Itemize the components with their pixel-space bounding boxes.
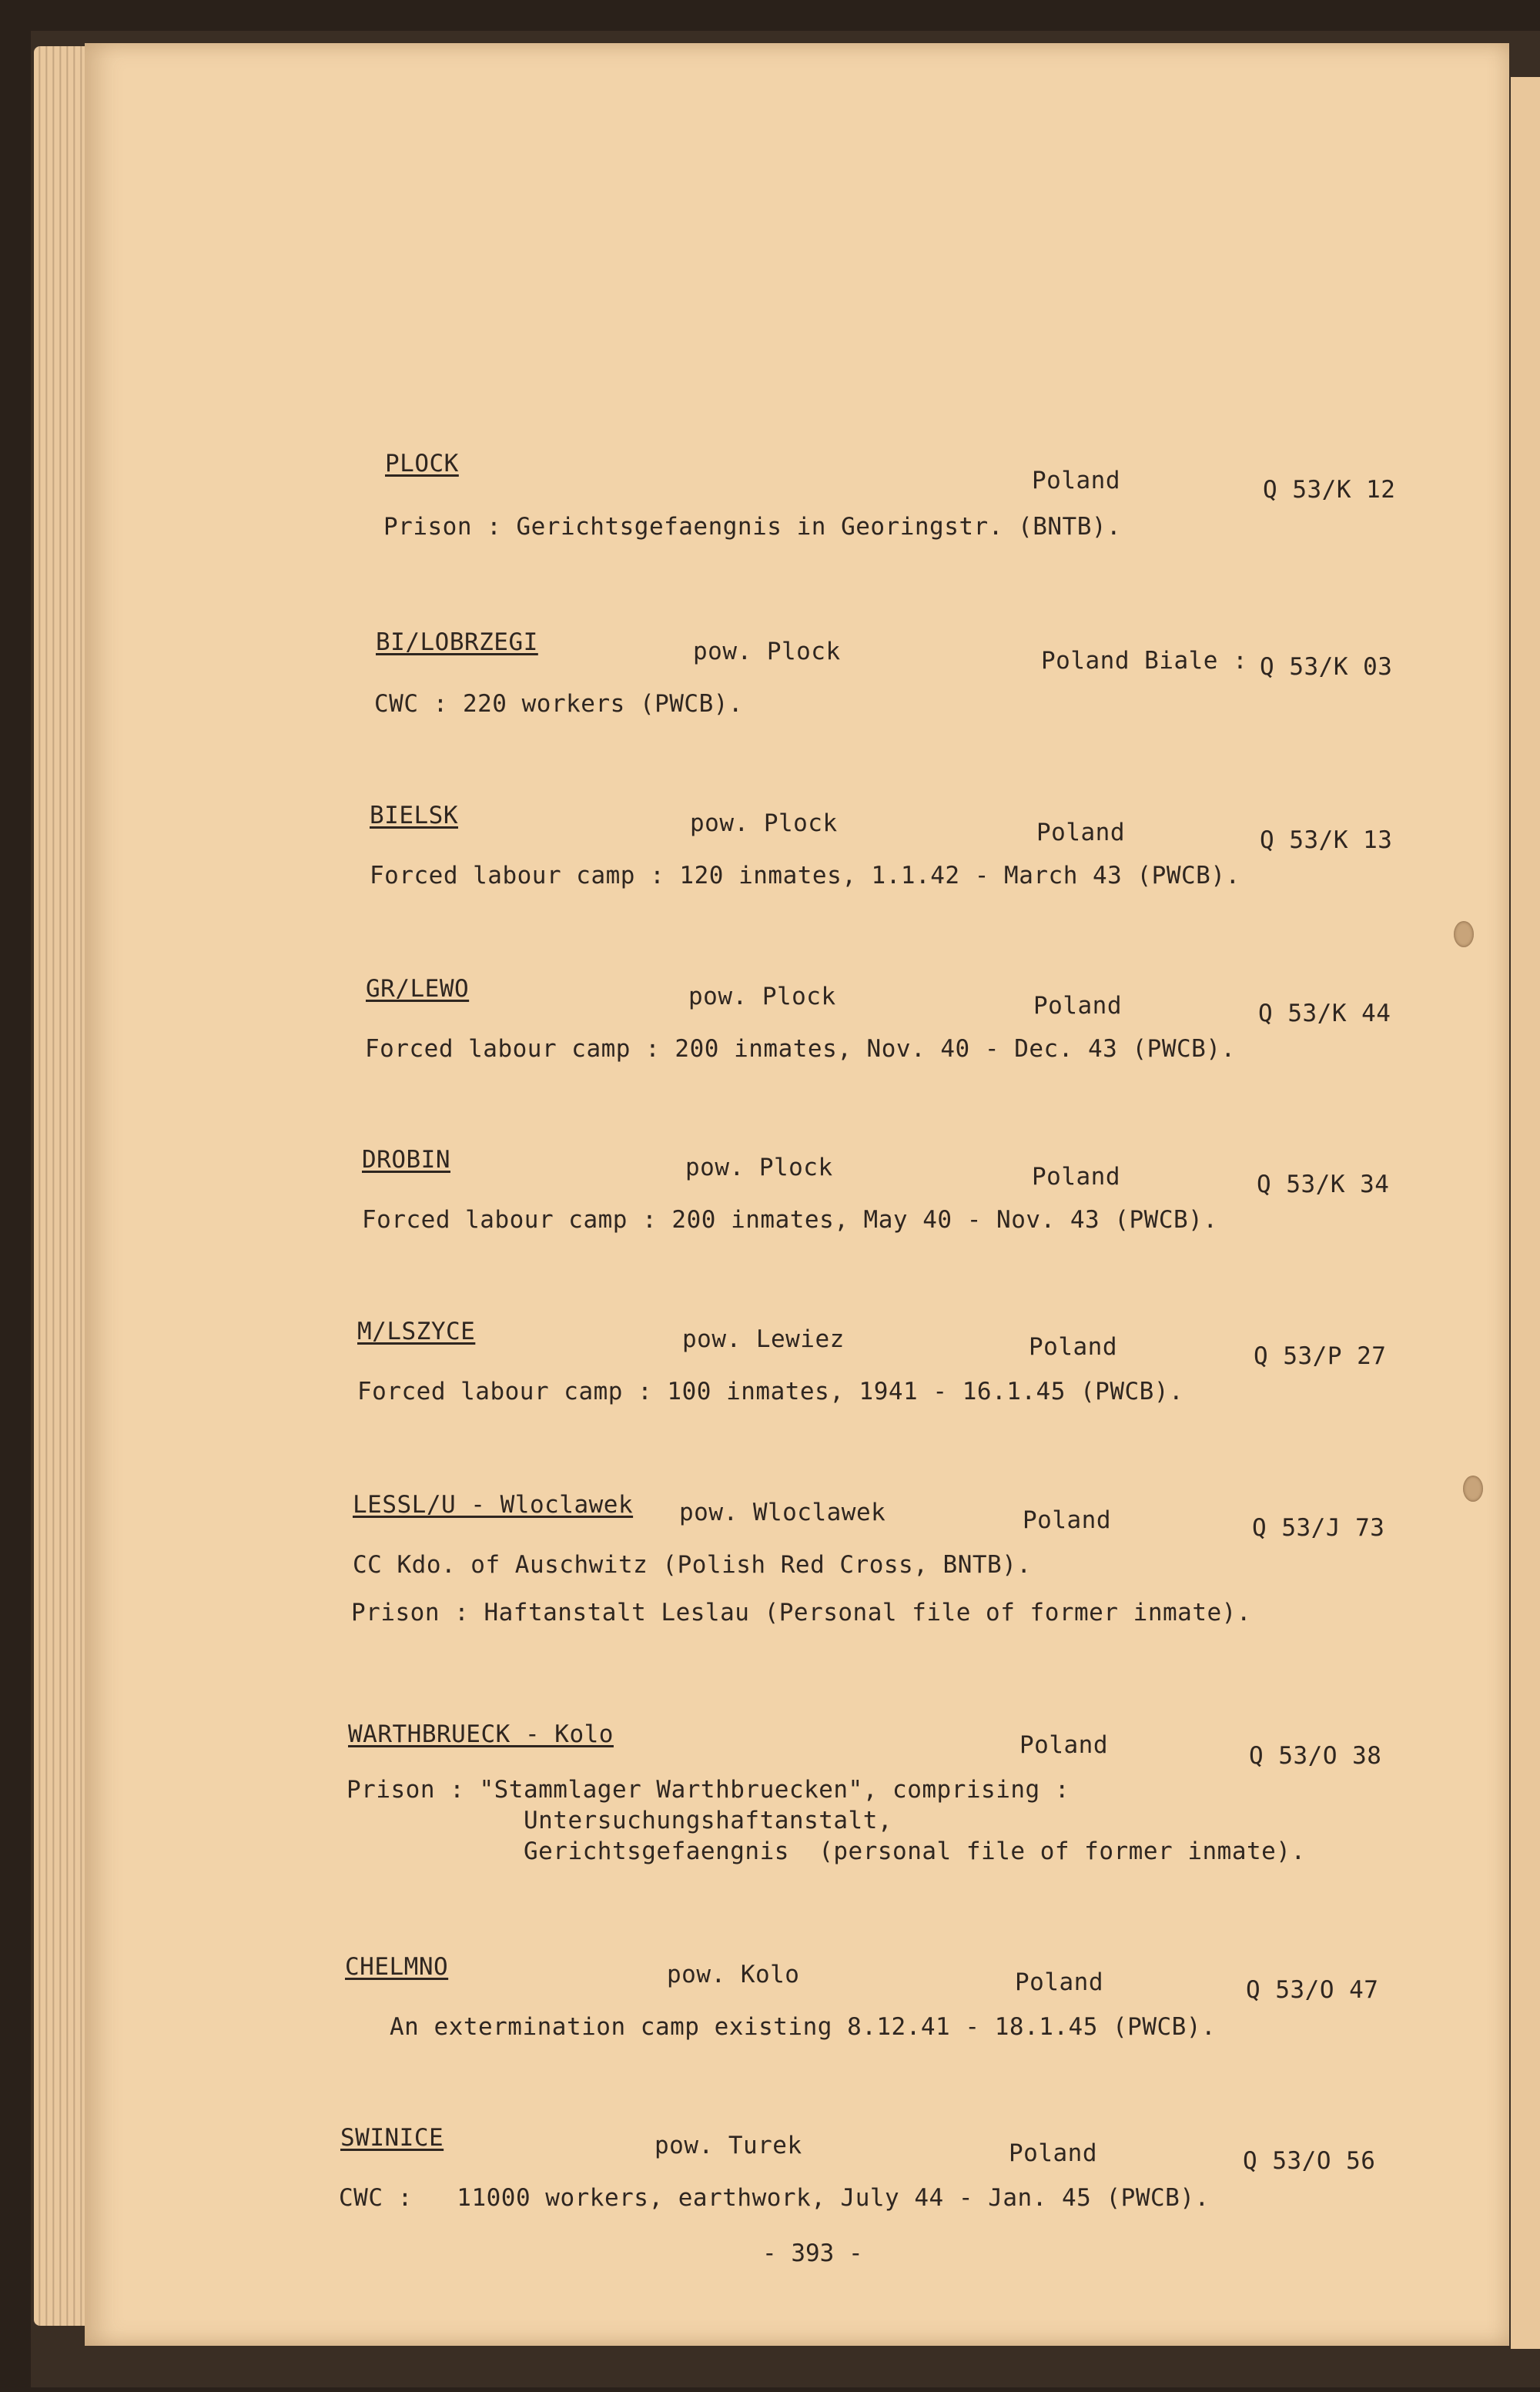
place-name: SWINICE: [340, 2124, 444, 2152]
entry-malszyce: [85, 1271, 1509, 1425]
country: Poland: [1029, 1333, 1117, 1361]
country: Poland: [1015, 1968, 1103, 1996]
reference: Q 53/P 27: [1254, 1342, 1387, 1370]
district: pow. Plock: [693, 638, 841, 665]
entry-swinice: [85, 2076, 1509, 2230]
reference: Q 53/O 38: [1249, 1742, 1382, 1770]
country: Poland: [1036, 819, 1125, 846]
page-number: - 393 -: [762, 2240, 863, 2267]
document-page: [85, 43, 1509, 2346]
reference: Q 53/K 13: [1260, 826, 1393, 854]
district: pow. Plock: [688, 983, 836, 1010]
entry-line: Untersuchungshaftanstalt,: [346, 1807, 893, 1834]
entry-line: Forced labour camp : 100 inmates, 1941 - 16.1.45 (PWCB).: [357, 1378, 1184, 1405]
entry-line: An extermination camp existing 8.12.41 - 18.1.45 (PWCB).: [390, 2013, 1217, 2041]
reference: Q 53/K 03: [1260, 653, 1393, 681]
entry-warthbrueck: [85, 1676, 1509, 1865]
entry-bielsk: [85, 755, 1509, 910]
place-name: M/LSZYCE: [357, 1318, 476, 1345]
entry-line: CC Kdo. of Auschwitz (Polish Red Cross, BNTB).: [353, 1551, 1032, 1579]
entry-line: Gerichtsgefaengnis (personal file of former inmate).: [346, 1838, 1306, 1865]
country: Poland: [1019, 1731, 1108, 1759]
district: pow. Kolo: [667, 1961, 800, 1988]
entry-line: Forced labour camp : 200 inmates, May 40 - Nov. 43 (PWCB).: [362, 1206, 1218, 1234]
entry-line: CWC : 11000 workers, earthwork, July 44 - Jan. 45 (PWCB).: [339, 2184, 1210, 2212]
reference: Q 53/K 44: [1258, 1000, 1391, 1027]
reference: Q 53/O 56: [1243, 2147, 1376, 2175]
entry-plock: [85, 405, 1509, 559]
country: Poland: [1032, 1163, 1120, 1191]
place-name: CHELMNO: [345, 1953, 449, 1981]
entry-line: Prison : Haftanstalt Leslau (Personal file of former inmate).: [351, 1599, 1251, 1626]
place-name: PLOCK: [385, 450, 459, 477]
entry-line: CWC : 220 workers (PWCB).: [374, 690, 744, 718]
district: pow. Plock: [685, 1154, 833, 1181]
entry-line: Prison : Gerichtsgefaengnis in Georingstr. (BNTB).: [383, 513, 1122, 541]
reference: Q 53/O 47: [1246, 1976, 1379, 2004]
entry-chelmno: [85, 1907, 1509, 2061]
entry-gralewo: [85, 929, 1509, 1083]
facing-page-edge: [1511, 77, 1540, 2349]
reference: Q 53/K 12: [1263, 476, 1396, 504]
district: pow. Lewiez: [682, 1325, 845, 1353]
country: Poland Biale :: [1041, 647, 1248, 675]
place-name: DROBIN: [362, 1146, 450, 1174]
entry-drobin: [85, 1100, 1509, 1254]
reference: Q 53/K 34: [1257, 1171, 1390, 1198]
entry-line: Prison : "Stammlager Warthbruecken", comprising :: [346, 1776, 1070, 1804]
country: Poland: [1009, 2139, 1097, 2167]
place-name: BIELSK: [370, 802, 458, 829]
reference: Q 53/J 73: [1252, 1514, 1385, 1542]
district: pow. Plock: [690, 809, 838, 837]
district: pow. Wloclawek: [679, 1499, 886, 1526]
place-name: WARTHBRUECK - Kolo: [348, 1720, 614, 1748]
entry-line: Forced labour camp : 200 inmates, Nov. 40 - Dec. 43 (PWCB).: [365, 1035, 1236, 1063]
country: Poland: [1023, 1506, 1111, 1534]
country: Poland: [1033, 992, 1122, 1020]
entry-lesslau: [85, 1445, 1509, 1626]
country: Poland: [1032, 467, 1120, 494]
district: pow. Turek: [654, 2132, 802, 2159]
place-name: GR/LEWO: [366, 975, 470, 1003]
entry-bialobrzegi: [85, 582, 1509, 736]
entry-line: Forced labour camp : 120 inmates, 1.1.42 - March 43 (PWCB).: [370, 862, 1240, 889]
place-name: BI/LOBRZEGI: [376, 628, 538, 656]
place-name: LESSL/U - Wloclawek: [353, 1491, 634, 1519]
